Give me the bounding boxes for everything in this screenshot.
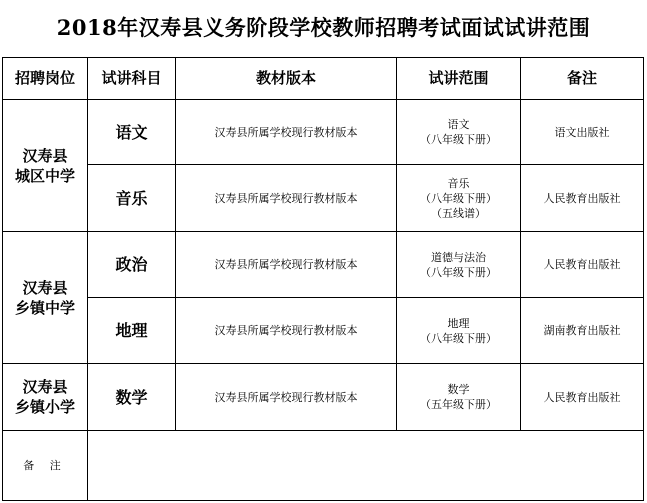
- subject-cell: 地理: [88, 298, 176, 364]
- page-title: 2018年汉寿县义务阶段学校教师招聘考试面试试讲范围: [56, 15, 591, 40]
- header-remark: 备注: [521, 58, 644, 100]
- table-row: [3, 232, 644, 298]
- table-row: [3, 165, 644, 232]
- scope-cell: 数学 （五年级下册）: [397, 364, 521, 431]
- scope-cell: 音乐 （八年级下册） （五线谱）: [397, 165, 521, 232]
- table-header-row: [3, 58, 644, 100]
- header-scope: 试讲范围: [397, 58, 521, 100]
- remark-value: [88, 431, 644, 501]
- edition-cell: 汉寿县所属学校现行教材版本: [176, 165, 397, 232]
- header-post: 招聘岗位: [3, 58, 88, 100]
- table-row: [3, 364, 644, 431]
- scope-cell: 语文 （八年级下册）: [397, 100, 521, 165]
- publisher-cell: 人民教育出版社: [521, 364, 644, 431]
- header-edition: 教材版本: [176, 58, 397, 100]
- remark-label: 备 注: [3, 431, 88, 501]
- publisher-cell: 人民教育出版社: [521, 232, 644, 298]
- scope-cell: 道德与法治 （八年级下册）: [397, 232, 521, 298]
- publisher-cell: 人民教育出版社: [521, 165, 644, 232]
- subject-cell: 数学: [88, 364, 176, 431]
- edition-cell: 汉寿县所属学校现行教材版本: [176, 100, 397, 165]
- edition-cell: 汉寿县所属学校现行教材版本: [176, 364, 397, 431]
- post-cell-town-primary: 汉寿县 乡镇小学: [3, 364, 88, 431]
- post-cell-town-middle: 汉寿县 乡镇中学: [3, 232, 88, 364]
- scope-cell: 地理 （八年级下册）: [397, 298, 521, 364]
- subject-cell: 政治: [88, 232, 176, 298]
- post-cell-urban-middle: 汉寿县 城区中学: [3, 100, 88, 232]
- publisher-cell: 湖南教育出版社: [521, 298, 644, 364]
- table-row: [3, 298, 644, 364]
- subject-cell: 语文: [88, 100, 176, 165]
- interview-scope-table: [2, 57, 644, 501]
- table-row: [3, 100, 644, 165]
- subject-cell: 音乐: [88, 165, 176, 232]
- edition-cell: 汉寿县所属学校现行教材版本: [176, 232, 397, 298]
- edition-cell: 汉寿县所属学校现行教材版本: [176, 298, 397, 364]
- publisher-cell: 语文出版社: [521, 100, 644, 165]
- remark-row: [3, 431, 644, 501]
- header-subject: 试讲科目: [88, 58, 176, 100]
